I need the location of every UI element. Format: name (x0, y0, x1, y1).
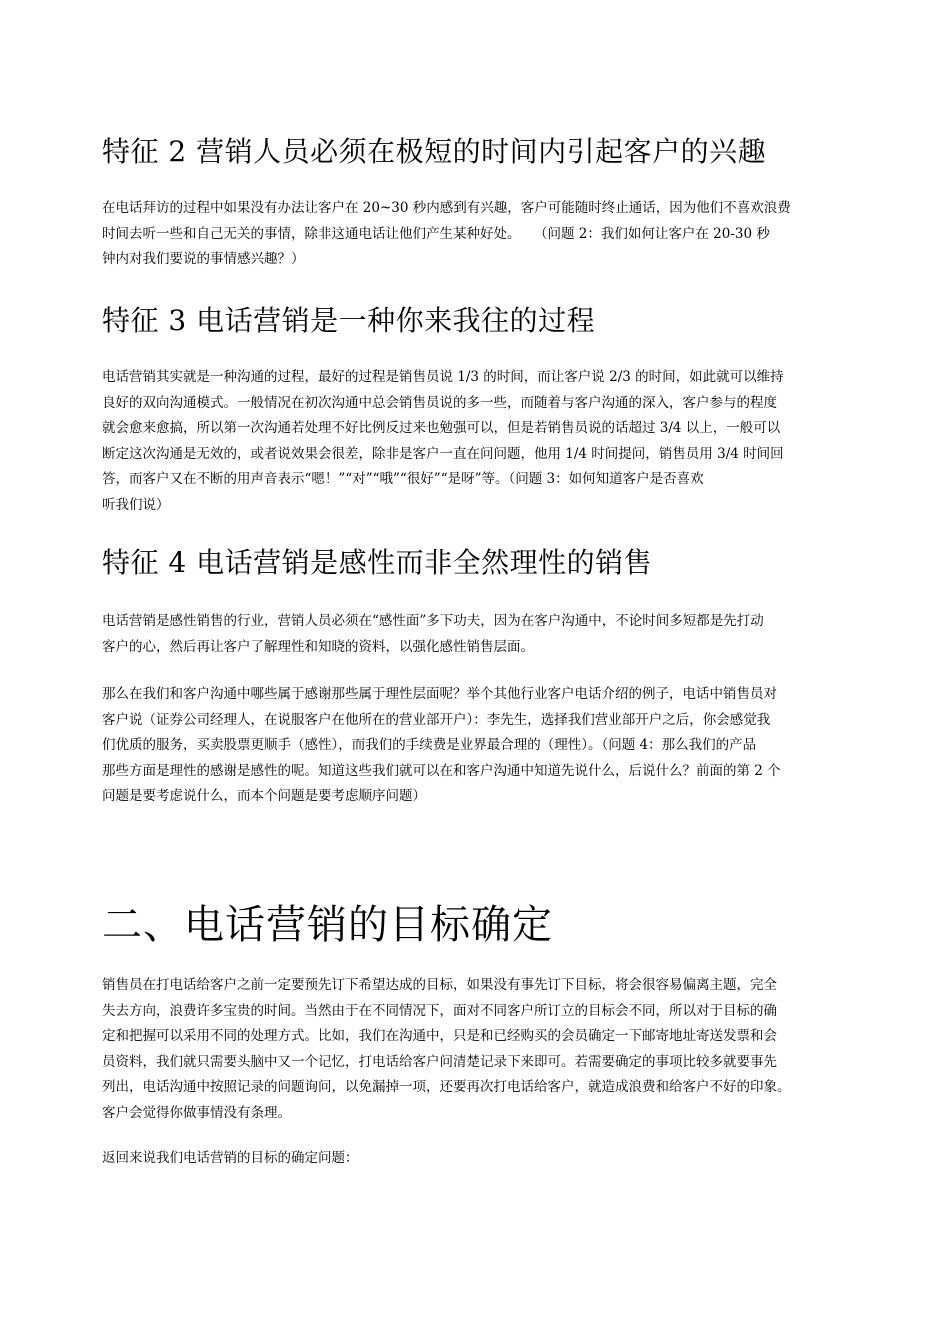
text-line: 钟内对我们要说的事情感兴趣？） (102, 251, 305, 267)
text-line: 列出，电话沟通中按照记录的问题询问，以免漏掉一项，还要再次打电话给客户，就造成浪费和给客户不好的印象。 (102, 1079, 791, 1095)
paragraph-feature-2 (102, 196, 830, 273)
text-line: 问题是要考虑说什么，而本个问题是要考虑顺序问题） (102, 788, 426, 804)
text-line: 答，而客户又在不断的用声音表示“嗯！”“对”“哦”“很好”“是呀”等。（问题 3：如何知道客户是否喜欢 (102, 471, 704, 487)
text-line: 们优质的服务，买卖股票更顺手（感性），而我们的手续费是业界最合理的（理性）。（问题 4：那么我们的产品 (102, 737, 757, 753)
text-line: 就会愈来愈搞，所以第一次沟通若处理不好比例反过来也勉强可以，但是若销售员说的话超过 3/4 以上，一般可以 (102, 420, 781, 436)
text-line: 员资料，我们就只需要头脑中又一个记忆，打电话给客户问清楚记录下来即可。若需要确定的事项比较多就要事先 (102, 1053, 777, 1070)
text-line: 失去方向，浪费许多宝贵的时间。当然由于在不同情况下，面对不同客户所订立的目标会不同，所以对于目标的确 (102, 1002, 777, 1019)
paragraph-chapter-2b (102, 1146, 830, 1172)
text-line: 客户的心，然后再让客户了解理性和知晓的资料，以强化感性销售层面。 (102, 638, 534, 655)
text-line: 客户说（证券公司经理人，在说服客户在他所在的营业部开户）：李先生，选择我们营业部开户之后，你会感觉我 (102, 711, 771, 728)
paragraph-chapter-2a (102, 973, 830, 1126)
heading-feature-2: 特征 2 营销人员必须在极短的时间内引起客户的兴趣 (102, 135, 767, 168)
text-line: 定和把握可以采用不同的处理方式。比如，我们在沟通中，只是和已经购买的会员确定一下邮寄地址寄送发票和会 (102, 1028, 777, 1044)
text-line: 听我们说） (102, 496, 170, 513)
paragraph-feature-4a (102, 609, 830, 660)
text-line: 销售员在打电话给客户之前一定要预先订下希望达成的目标，如果没有事先订下目标，将会很容易偏离主题，完全 (102, 977, 777, 993)
text-line: 时间去听一些和自己无关的事情，除非这通电话让他们产生某种好处。 （问题 2：我们如何让客户在 20-30 秒 (102, 225, 770, 242)
heading-feature-4: 特征 4 电话营销是感性而非全然理性的销售 (102, 546, 653, 579)
text-line: 那么在我们和客户沟通中哪些属于感谢那些属于理性层面呢？举个其他行业客户电话介绍的例子，电话中销售员对 (102, 686, 777, 702)
text-line: 在电话拜访的过程中如果没有办法让客户在 20~30 秒内感到有兴趣，客户可能随时终止通话，因为他们不喜欢浪费 (102, 200, 791, 216)
text-line: 电话营销是感性销售的行业，营销人员必须在“感性面”多下功夫，因为在客户沟通中，不论时间多短都是先打动 (102, 613, 764, 629)
heading-feature-3: 特征 3 电话营销是一种你来我往的过程 (102, 304, 596, 337)
text-line: 断定这次沟通是无效的，或者说效果会很差，除非是客户一直在问问题，他用 1/4 时间提问，销售员用 3/4 时间回 (102, 445, 784, 462)
text-line: 良好的双向沟通模式。一般情况在初次沟通中总会销售员说的多一些，而随着与客户沟通的深入，客户参与的程度 (102, 394, 777, 411)
text-line: 那些方面是理性的感谢是感性的呢。知道这些我们就可以在和客户沟通中知道先说什么，后说什么？前面的第 2 个 (102, 762, 781, 779)
paragraph-feature-3 (102, 365, 830, 518)
text-line: 返回来说我们电话营销的目标的确定问题： (102, 1150, 359, 1166)
text-line: 电话营销其实就是一种沟通的过程，最好的过程是销售员说 1/3 的时间，而让客户说 2/3 的时间，如此就可以维持 (102, 369, 784, 385)
paragraph-feature-4b (102, 682, 830, 810)
chapter-heading-2: 二、电话营销的目标确定 (102, 902, 553, 948)
text-line: 客户会觉得你做事情没有条理。 (102, 1104, 291, 1121)
